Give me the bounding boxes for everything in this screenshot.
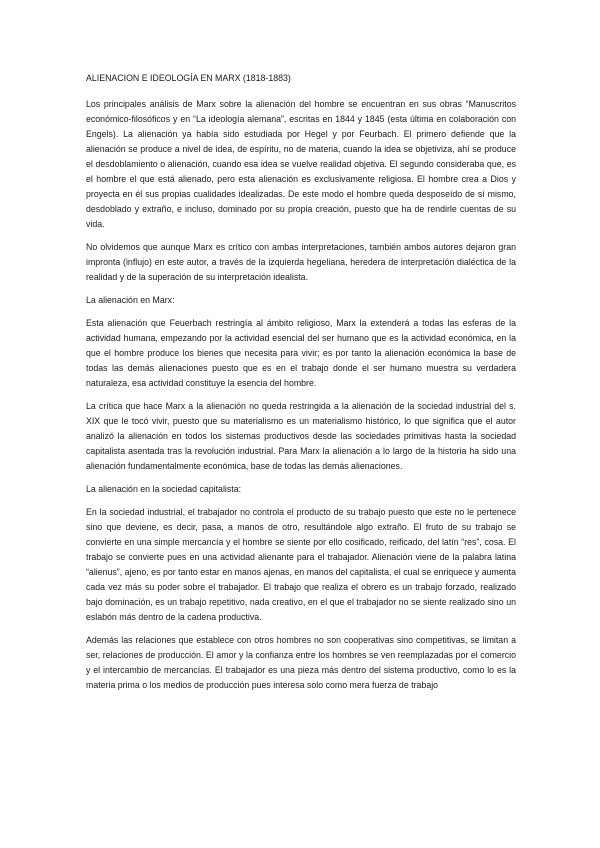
paragraph-influence: No olvidemos que aunque Marx es crítico con ambas interpretaciones, también ambos autores dejaron gran impronta (influjo) en este autor, a través de la izquierda hegeliana, heredera de interpretación dialéctica de la realidad y de la superación de su interpretación idealista. bbox=[86, 242, 516, 282]
section-heading-capitalist-society: La alienación en la sociedad capitalista: bbox=[86, 484, 242, 494]
paragraph-economic-alienation: Esta alienación que Feuerbach restringía al ámbito religioso, Marx la extenderá a todas las esferas de la actividad humana, empezando por la actividad esencial del ser humano que es la actividad económica, en la que el hombre produce los bienes que necesita para vivir; es por tanto la alienación económica la base de todas las demás alienaciones puesto que es en el trabajo donde el ser humano muestra su verdadera naturaleza, esa actividad constituye la esencia del hombre. bbox=[86, 318, 516, 388]
paragraph-intro: Los principales análisis de Marx sobre la alienación del hombre se encuentran en sus obras “Manuscritos económico-filosóficos y en “La ideología alemana”, escritas en 1844 y 1845 (esta última en colaboración con Engels). La alienación ya había sido estudiada por Hegel y por Feurbach. El primero defiende que la alienación se produce a nivel de idea, de espíritu, no de materia, cuando la idea se objetiviza, ahí se produce el desdoblamiento o alienación, cuando esa idea se vuelve realidad objetiva. El segundo consideraba que, es el hombre el que está alienado, pero esta alienación es exclusivamente religiosa. El hombre crea a Dios y proyecta en él sus propias cualidades idealizadas. De este modo el hombre queda desposeído de sí mismo, desdoblado y extraño, e incluso, dominado por su propia creación, puesto que ha de rendirle cuentas de su vida. bbox=[86, 99, 516, 229]
paragraph-relations: Además las relaciones que establece con otros hombres no son cooperativas sino competitivas, se limitan a ser, relaciones de producción. El amor y la confianza entre los hombres se ven reemplazadas por el comercio y el intercambio de mercancías. El trabajador es una pieza más dentro del sistema productivo, como lo es la materia prima o los medios de producción pues interesa solo como mera fuerza de trabajo bbox=[86, 635, 516, 690]
paragraph-historical-materialism: La crítica que hace Marx a la alienación no queda restringida a la alienación de la sociedad industrial del s. XIX que le tocó vivir, puesto que su materialismo es un materialismo histórico, lo que significa que el autor analizó la alienación en todos los sistemas productivos desde las sociedades primitivas hasta la sociedad capitalista asentada tras la revolución industrial. Para Marx la alienación a lo largo de la historia ha sido una alienación fundamentalmente económica, base de todas las demás alienaciones. bbox=[86, 401, 516, 471]
section-heading-alienation-marx: La alienación en Marx: bbox=[86, 295, 175, 305]
document-title: ALIENACION E IDEOLOGÍA EN MARX (1818-1883) bbox=[86, 73, 291, 83]
paragraph-industrial-worker: En la sociedad industrial, el trabajador no controla el producto de su trabajo puesto que este no le pertenece sino que deviene, es decir, pasa, a manos de otro, resultándole algo extraño. El fruto de su trabajo se convierte en una simple mercancía y el hombre se siente por ello cosificado, reificado, del latín “res”, cosa. El trabajo se convierte pues en una actividad alienante para el trabajador. Alienación viene de la palabra latina “alienus”, ajeno, es por tanto estar en manos ajenas, en manos del capitalista, el cual se enriquece y aumenta cada vez más su poder sobre el trabajador. El trabajo que realiza el obrero es un trabajo forzado, realizado bajo dominación, es un trabajo repetitivo, nada creativo, en el que el trabajador no se siente realizado sino un eslabón más dentro de la cadena productiva. bbox=[86, 507, 516, 622]
